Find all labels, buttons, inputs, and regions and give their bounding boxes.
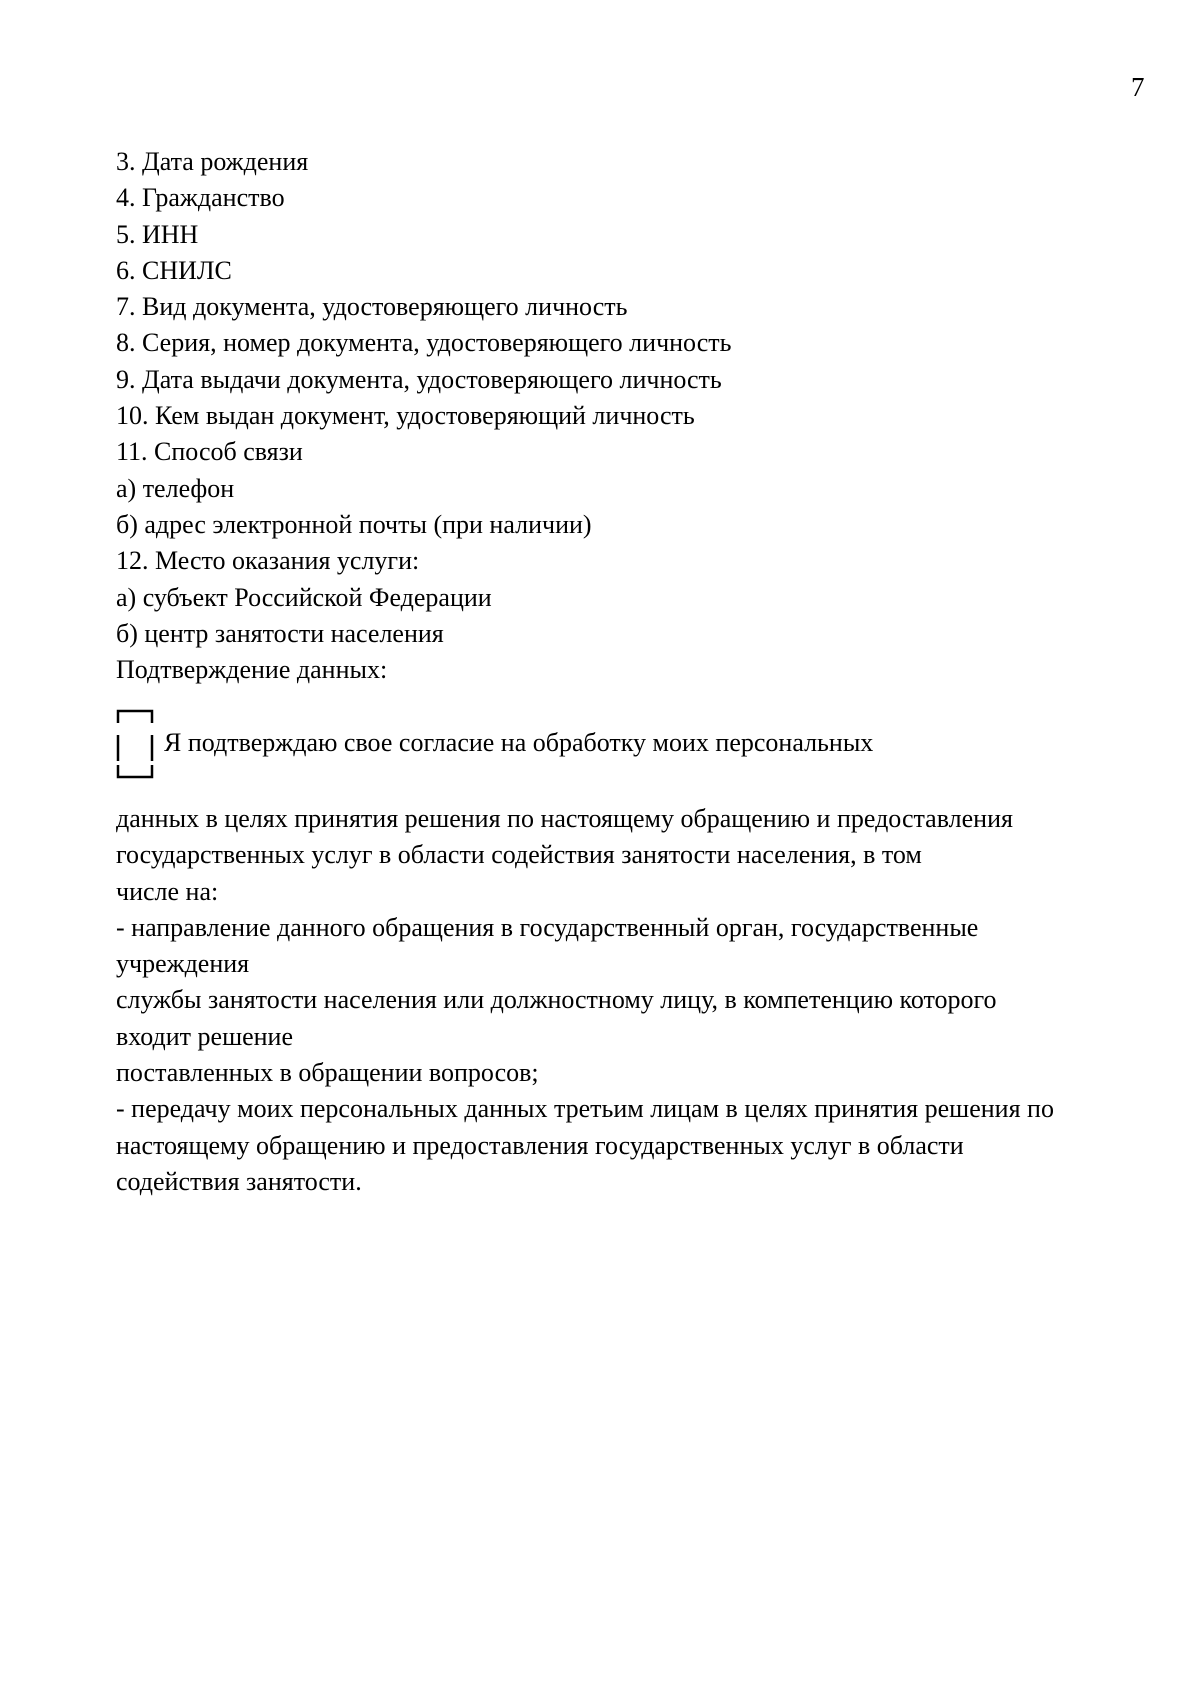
list-item: 11. Способ связи [116, 437, 303, 467]
page-number: 7 [1131, 72, 1145, 102]
consent-line: настоящему обращению и предоставления государственных услуг в области [116, 1130, 964, 1160]
consent-line: числе на: [116, 876, 219, 906]
list-item: 8. Серия, номер документа, удостоверяющего личность [116, 328, 732, 358]
field-list [116, 144, 731, 688]
list-item: б) центр занятости населения [116, 618, 444, 648]
consent-text [116, 801, 1156, 1200]
list-item: б) адрес электронной почты (при наличии) [116, 509, 592, 539]
list-item: 4. Гражданство [116, 183, 285, 213]
list-item: а) субъект Российской Федерации [116, 582, 492, 612]
list-item: а) телефон [116, 473, 235, 503]
consent-line: поставленных в обращении вопросов; [116, 1058, 539, 1088]
section-heading: Подтверждение данных: [116, 655, 388, 685]
consent-line: учреждения [116, 949, 250, 979]
list-item: 7. Вид документа, удостоверяющего личность [116, 292, 628, 322]
list-item: 6. СНИЛС [116, 255, 232, 285]
consent-line: - передачу моих персональных данных третьим лицам в целях принятия решения по [116, 1094, 1054, 1124]
list-item: 10. Кем выдан документ, удостоверяющий личность [116, 401, 695, 431]
consent-row [116, 706, 873, 782]
consent-line: данных в целях принятия решения по настоящему обращению и предоставления [116, 804, 1013, 833]
list-item: 5. ИНН [116, 219, 199, 249]
list-item: 9. Дата выдачи документа, удостоверяющего личность [116, 364, 722, 394]
consent-checkbox[interactable] [116, 709, 154, 779]
list-item: 12. Место оказания услуги: [116, 546, 420, 576]
consent-line: содействия занятости. [116, 1166, 362, 1196]
consent-line: службы занятости населения или должностному лицу, в компетенцию которого [116, 985, 997, 1015]
consent-line: входит решение [116, 1021, 294, 1051]
consent-label: Я подтверждаю свое согласие на обработку моих персональных [164, 728, 874, 757]
list-item: 3. Дата рождения [116, 147, 309, 176]
consent-line: - направление данного обращения в государственный орган, государственные [116, 912, 979, 942]
consent-line: государственных услуг в области содействия занятости населения, в том [116, 840, 922, 870]
checkbox-frame-icon [116, 709, 154, 779]
